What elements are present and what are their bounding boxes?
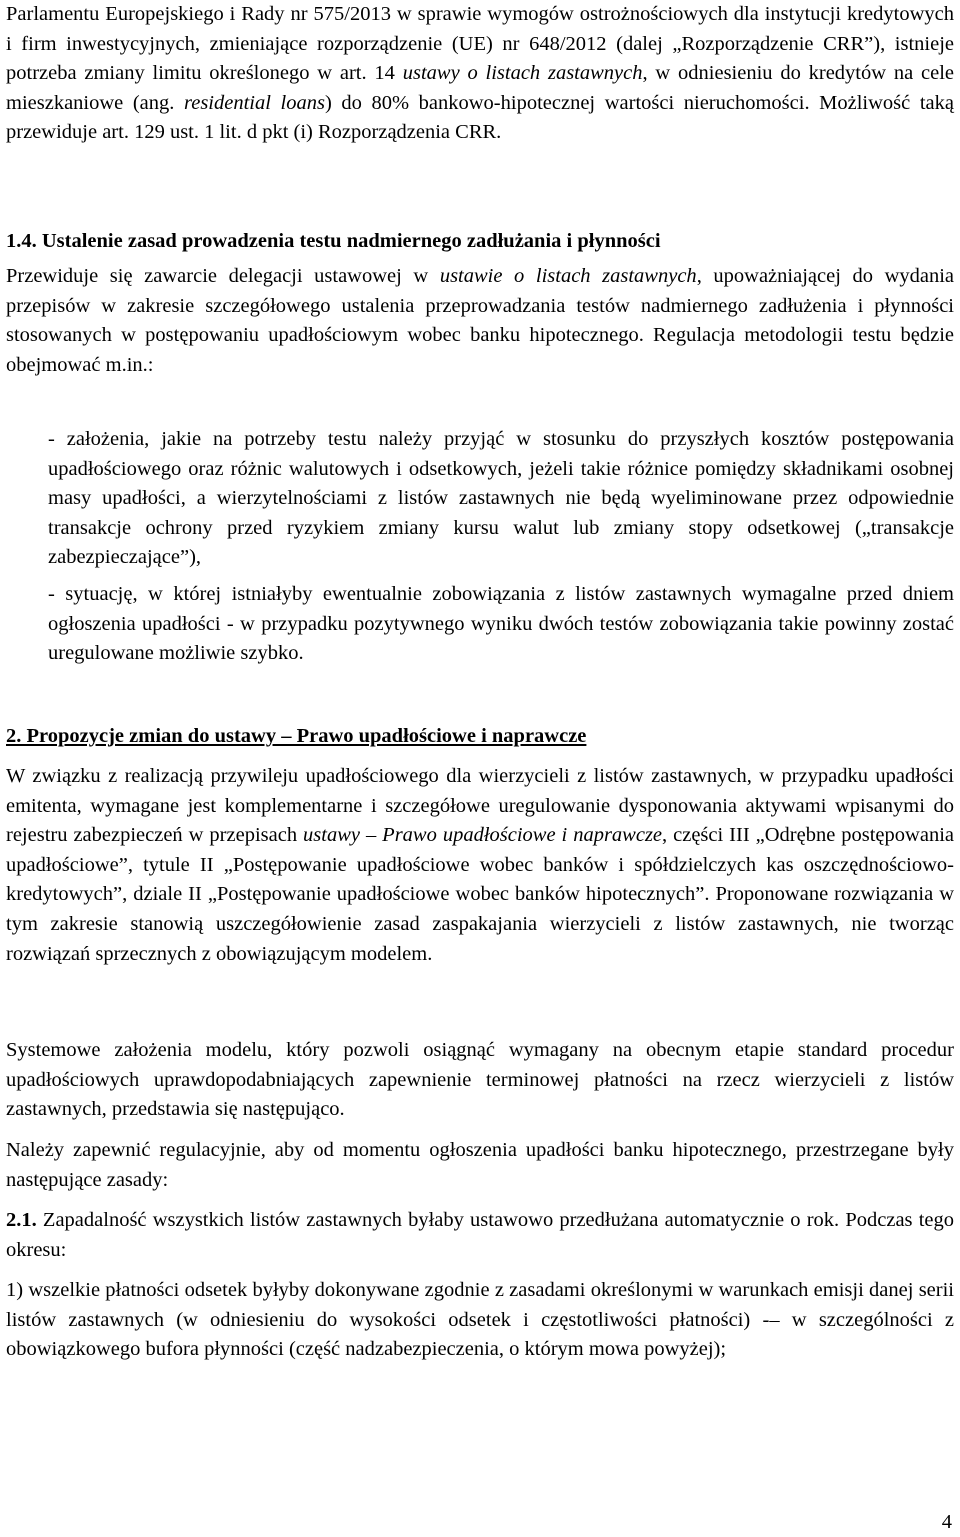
paragraph-delegation <box>6 262 954 380</box>
italic-text-run: ustawy – Prawo upadłościowe i naprawcze <box>303 824 663 847</box>
paragraph-bankruptcy-privilege <box>6 762 954 969</box>
text-run: ) do 80% bankowo-hipotecznej wartości nieruchomości. Możliwość taką przewiduje art. 129 ust. 1 lit. d pkt (i) Rozporządzenia CRR. <box>6 91 954 144</box>
item-text-2-1: Zapadalność wszystkich listów zastawnych byłaby ustawowo przedłużana automatycznie o rok. Podczas tego okresu: <box>6 1209 954 1261</box>
paragraph-system-assumptions: Systemowe założenia modelu, który pozwoli osiągnąć wymagany na obecnym etapie standard procedur upadłościowych uprawdopodabniających zapewnienie terminowej płatności na rzecz wierzycieli z listów zastawnych, przedstawia się następująco. <box>6 1039 954 1121</box>
text-run: , w odniesieniu do kredytów na cele mieszkaniowe (ang. <box>6 62 954 114</box>
paragraph-crr-limit <box>6 0 954 148</box>
paragraph-interest-payments: 1) wszelkie płatności odsetek byłyby dokonywane zgodnie z zasadami określonymi w warunkach emisji danej serii listów zastawnych (w odniesieniu do wysokości odsetek i częstotliwości płatności) -– w szczególności z obowiązkowego bufora płynności (część nadzabezpieczenia, o którym mowa powyżej); <box>6 1279 954 1361</box>
item-number-2-1: 2.1. <box>6 1209 37 1231</box>
paragraph-2-1 <box>6 1206 954 1265</box>
italic-text-run: residential loans <box>184 91 325 114</box>
italic-text-run: ustawy o listach zastawnych <box>402 62 643 85</box>
section-heading-2: 2. Propozycje zmian do ustawy – Prawo upadłościowe i naprawcze <box>6 725 587 747</box>
page-number: 4 <box>941 1511 952 1533</box>
text-run: , upoważniającej do wydania przepisów w zakresie szczegółowego ustalenia przeprowadzania testów nadmiernego zadłużenia i płynności stosowanych w postępowaniu upadłościowym wobec banku hipotecznego. Regulacja metodologii testu będzie obejmować m.in.: <box>6 265 955 376</box>
list-item-situation: - sytuację, w której istniałyby ewentualnie zobowiązania z listów zastawnych wymagalne przed dniem ogłoszenia upadłości - w przypadku pozytywnego wyniku dwóch testów zobowiązania takie powinny zostać uregulowane możliwie szybko. <box>48 583 954 665</box>
list-item-assumptions: - założenia, jakie na potrzeby testu należy przyjąć w stosunku do przyszłych kosztów postępowania upadłościowego oraz różnic walutowych i odsetkowych, jeżeli takie różnice pomiędzy składnikami osobnej masy upadłości, a wierzytelnościami z listów zastawnych nie będą wyeliminowane przez odpowiednie transakcje ochrony przed ryzykiem zmiany kursu walut lub zmiany stopy odsetkowej („transakcje zabezpieczające”), <box>48 428 954 569</box>
section-heading-1-4: 1.4. Ustalenie zasad prowadzenia testu nadmiernego zadłużania i płynności <box>6 230 661 252</box>
text-run: Parlamentu Europejskiego i Rady nr 575/2013 w sprawie wymogów ostrożnościowych dla instytucji kredytowych i firm inwestycyjnych, zmieniające rozporządzenie (UE) nr 648/2012 (dalej „Rozporządzenie CRR”), istnieje potrzeba zmiany limitu określonego w art. 14 <box>6 3 954 85</box>
italic-text-run: ustawie o listach zastawnych <box>439 265 697 287</box>
text-run: Przewiduje się zawarcie delegacji ustawowej w <box>6 265 440 287</box>
text-run: , części III „Odrębne postępowania upadłościowe”, tytule II „Postępowanie upadłościowe wobec banków i spółdzielczych kas oszczędnościowo-kredytowych”, dziale II „Postępowanie upadłościowe wobec banków hipotecznych”. Proponowane rozwiązania w tym zakresie stanowią uszczegółowienie zasad zaspakajania wierzycieli z listów zastawnych, nie tworząc rozwiązań sprzecznych z obowiązującym modelem. <box>6 824 954 965</box>
paragraph-regulatory-rules: Należy zapewnić regulacyjnie, aby od momentu ogłoszenia upadłości banku hipotecznego, przestrzegane były następujące zasady: <box>6 1139 954 1191</box>
text-run: W związku z realizacją przywileju upadłościowego dla wierzycieli z listów zastawnych, w przypadku upadłości emitenta, wymagane jest komplementarne i szczegółowe uregulowanie dysponowania aktywami wpisanymi do rejestru zabezpieczeń w przepisach <box>6 765 954 847</box>
